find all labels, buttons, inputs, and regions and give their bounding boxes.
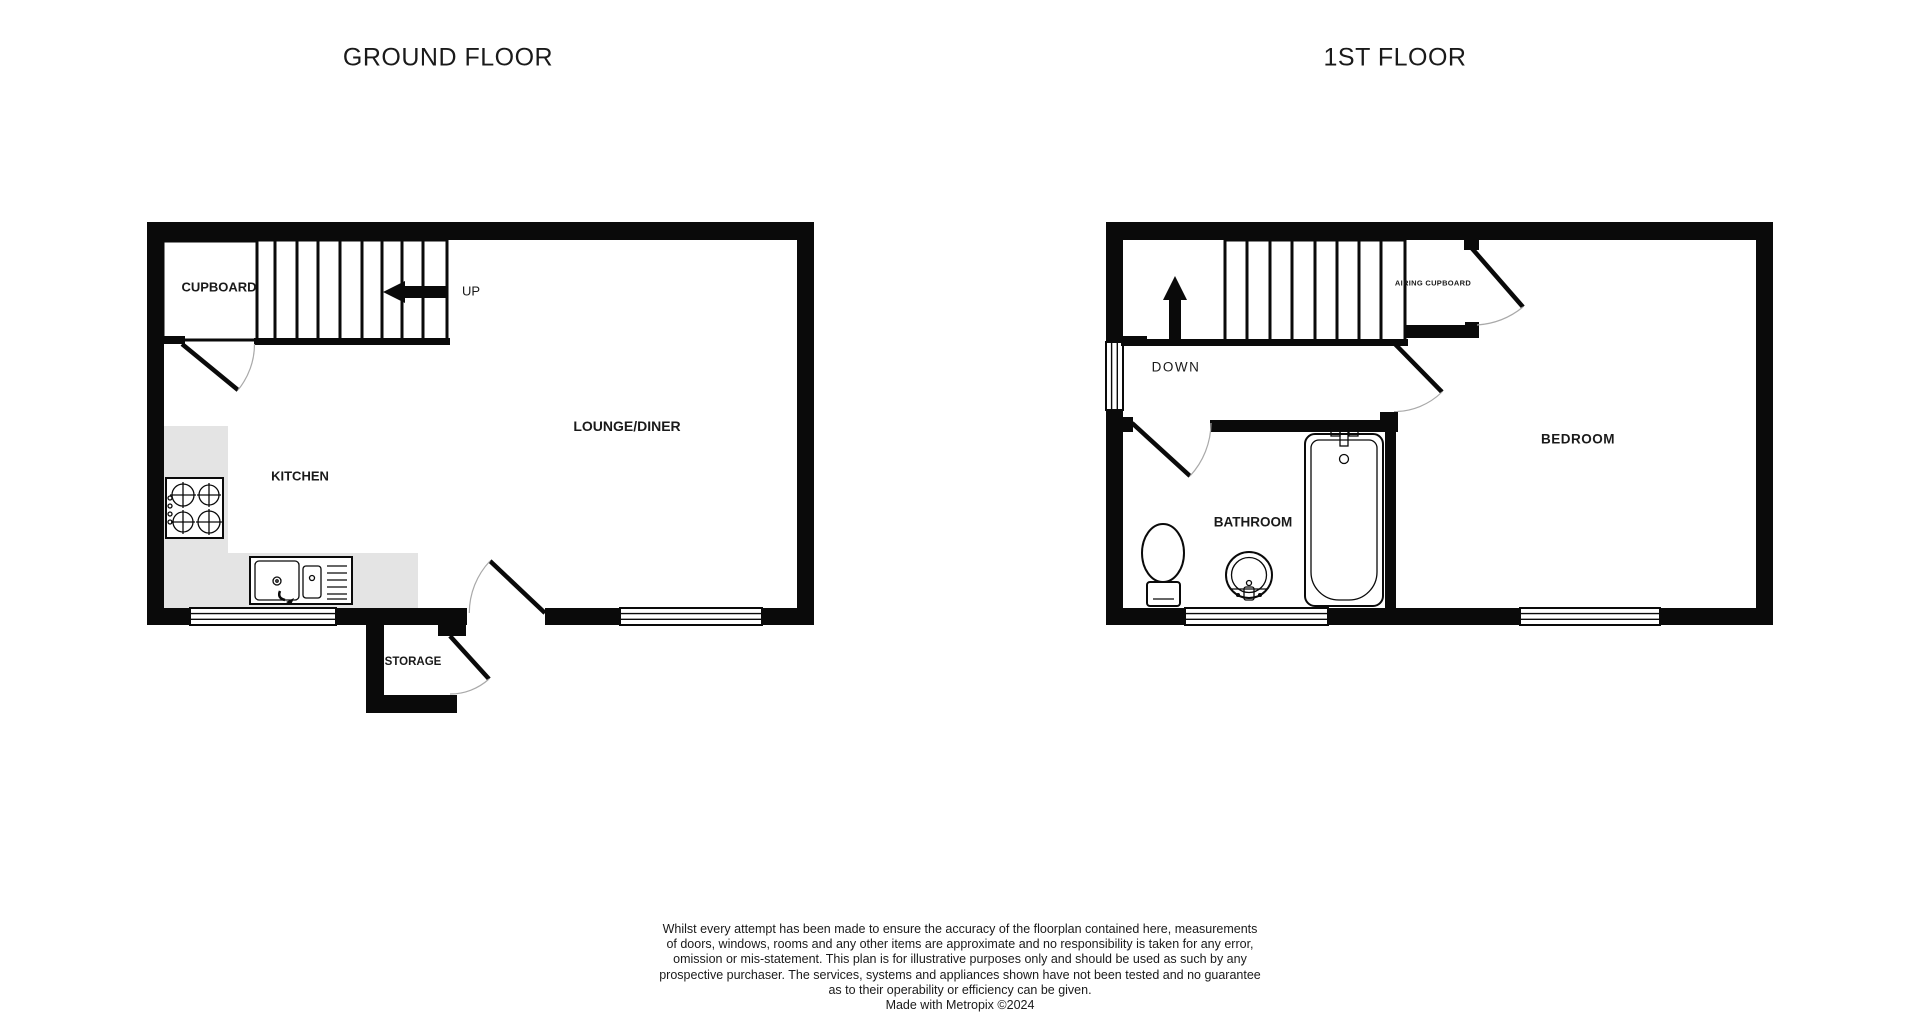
ff-wall-left <box>1106 222 1123 625</box>
gf-window-kitchen <box>190 608 336 625</box>
sink-icon <box>250 557 352 605</box>
lounge-diner-label: LOUNGE/DINER <box>573 418 681 434</box>
storage-door <box>450 636 489 694</box>
bathroom-wall-top <box>1210 420 1398 432</box>
metropix-credit: Made with Metropix ©2024 <box>885 998 1035 1013</box>
down-label: DOWN <box>1151 359 1201 375</box>
airing-cupboard-label: AIRING CUPBOARD <box>1394 278 1472 288</box>
gf-wall-left <box>147 222 164 625</box>
ff-staircase <box>1121 240 1408 346</box>
airing-cupboard-door <box>1469 245 1523 325</box>
ff-window-left <box>1106 342 1123 410</box>
bathroom-door <box>1132 423 1211 476</box>
gf-entrance-opening <box>467 608 545 625</box>
disclaimer-line: as to their operability or efficiency can be given. <box>828 982 1092 997</box>
disclaimer-line: omission or mis-statement. This plan is for illustrative purposes only and should be used as such by any <box>673 952 1247 967</box>
disclaimer <box>560 922 1360 1013</box>
ff-window-bathroom <box>1185 608 1328 625</box>
down-arrow-icon <box>1163 276 1187 341</box>
disclaimer-line: Whilst every attempt has been made to ensure the accuracy of the floorplan contained here, measurements <box>662 922 1258 936</box>
first-floor-title: 1ST FLOOR <box>1323 43 1467 72</box>
airing-cupboard <box>1405 240 1523 338</box>
bathtub-icon <box>1305 429 1383 606</box>
ff-window-bedroom <box>1520 608 1660 625</box>
bathroom-wall-right <box>1385 420 1396 625</box>
kitchen-label: KITCHEN <box>271 468 329 484</box>
ff-wall-right <box>1756 222 1773 625</box>
disclaimer-line: prospective purchaser. The services, systems and appliances shown have not been tested and no guarantee <box>659 967 1261 982</box>
entrance-door <box>469 561 545 613</box>
storage-label: STORAGE <box>384 656 442 668</box>
bedroom-label: BEDROOM <box>1541 431 1615 447</box>
ground-floor-title: GROUND FLOOR <box>342 43 554 72</box>
cupboard-wall-stub <box>160 336 185 344</box>
toilet-icon <box>1142 524 1184 606</box>
bathroom-label: BATHROOM <box>1213 514 1293 530</box>
cupboard-door <box>182 344 255 390</box>
cupboard-label: CUPBOARD <box>181 279 257 295</box>
gf-wall-right <box>797 222 814 625</box>
up-label: UP <box>461 283 481 299</box>
disclaimer-line: of doors, windows, rooms and any other items are approximate and no responsibility is taken for any error, <box>666 937 1254 952</box>
gf-window-lounge <box>620 608 762 625</box>
gf-wall-top <box>147 222 814 240</box>
bedroom-door <box>1394 343 1442 412</box>
stove-icon <box>166 478 223 538</box>
ground-floor-plan <box>147 222 814 713</box>
ff-wall-top <box>1106 222 1773 240</box>
basin-icon <box>1226 552 1272 600</box>
